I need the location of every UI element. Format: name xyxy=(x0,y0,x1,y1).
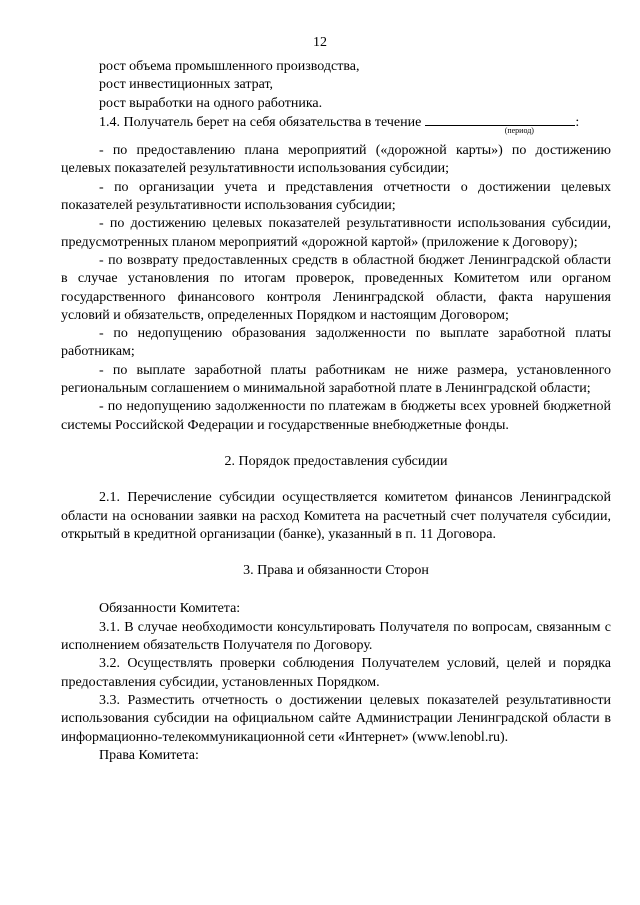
page-number: 12 xyxy=(313,35,327,50)
obligation-item: - по предоставлению плана мероприятий («дорожной карты») по достижению целевых показателей результативности использования субсидии; xyxy=(61,143,611,177)
paragraph-2-1: 2.1. Перечисление субсидии осуществляется комитетом финансов Ленинградской области на основании заявки на расход Комитета на расчетный счет получателя субсидии, открытый в кредитной организации (банке), указанный в п. 11 Договора. xyxy=(61,490,611,542)
period-caption: (период) xyxy=(504,125,534,135)
paragraph-3-2: 3.2. Осуществлять проверки соблюдения Получателем условий, целей и порядка предоставления субсидии, установленных Порядком. xyxy=(61,656,611,690)
duties-heading: Обязанности Комитета: xyxy=(99,601,241,617)
obligation-item: - по достижению целевых показателей результативности использования субсидии, предусмотренных планом мероприятий «дорожной картой» (приложение к Договору); xyxy=(61,216,611,250)
clause-1-4-end: : xyxy=(575,114,580,130)
obligation-item: - по организации учета и представления отчетности о достижении целевых показателей результативности использования субсидии; xyxy=(61,179,611,214)
indicator-item: рост выработки на одного работника. xyxy=(99,95,323,111)
clause-1-4-text: 1.4. Получатель берет на себя обязательства в течение xyxy=(99,114,422,130)
section-2-heading: 2. Порядок предоставления субсидии xyxy=(224,453,448,469)
document-body xyxy=(61,58,611,765)
obligation-item: - по выплате заработной платы работникам не ниже размера, установленного региональным соглашением о минимальной заработной плате в Ленинградской области; xyxy=(61,362,611,397)
paragraph-3-3: 3.3. Разместить отчетность о достижении целевых показателей результативности использования субсидии на официальном сайте Администрации Ленинградской области в информационно-телекоммуникационной сети «Интернет» (www.lenobl.ru). xyxy=(61,692,611,745)
clause-1-4 xyxy=(61,113,611,135)
section-3-heading: 3. Права и обязанности Сторон xyxy=(243,563,429,579)
rights-heading: Права Комитета: xyxy=(99,747,199,763)
obligation-item: - по недопущению образования задолженности по выплате заработной платы работникам; xyxy=(61,326,611,360)
paragraph-3-1: 3.1. В случае необходимости консультировать Получателя по вопросам, связанным с исполнением обязательств Получателя по Договору. xyxy=(61,619,611,654)
obligation-item: - по недопущению задолженности по платежам в бюджеты всех уровней бюджетной системы Российской Федерации и государственные внебюджетные фонды. xyxy=(61,399,611,433)
obligation-item: - по возврату предоставленных средств в областной бюджет Ленинградской области в случае установления по итогам проверок, проведенных Комитетом или органом государственного финансового контроля Ленинградской области, факта нарушения условий и обязательств, определенных Порядком и настоящим Договором; xyxy=(61,252,611,323)
indicator-item: рост объема промышленного производства, xyxy=(99,59,360,74)
indicator-item: рост инвестиционных затрат, xyxy=(99,77,274,93)
period-blank-field xyxy=(425,113,575,135)
